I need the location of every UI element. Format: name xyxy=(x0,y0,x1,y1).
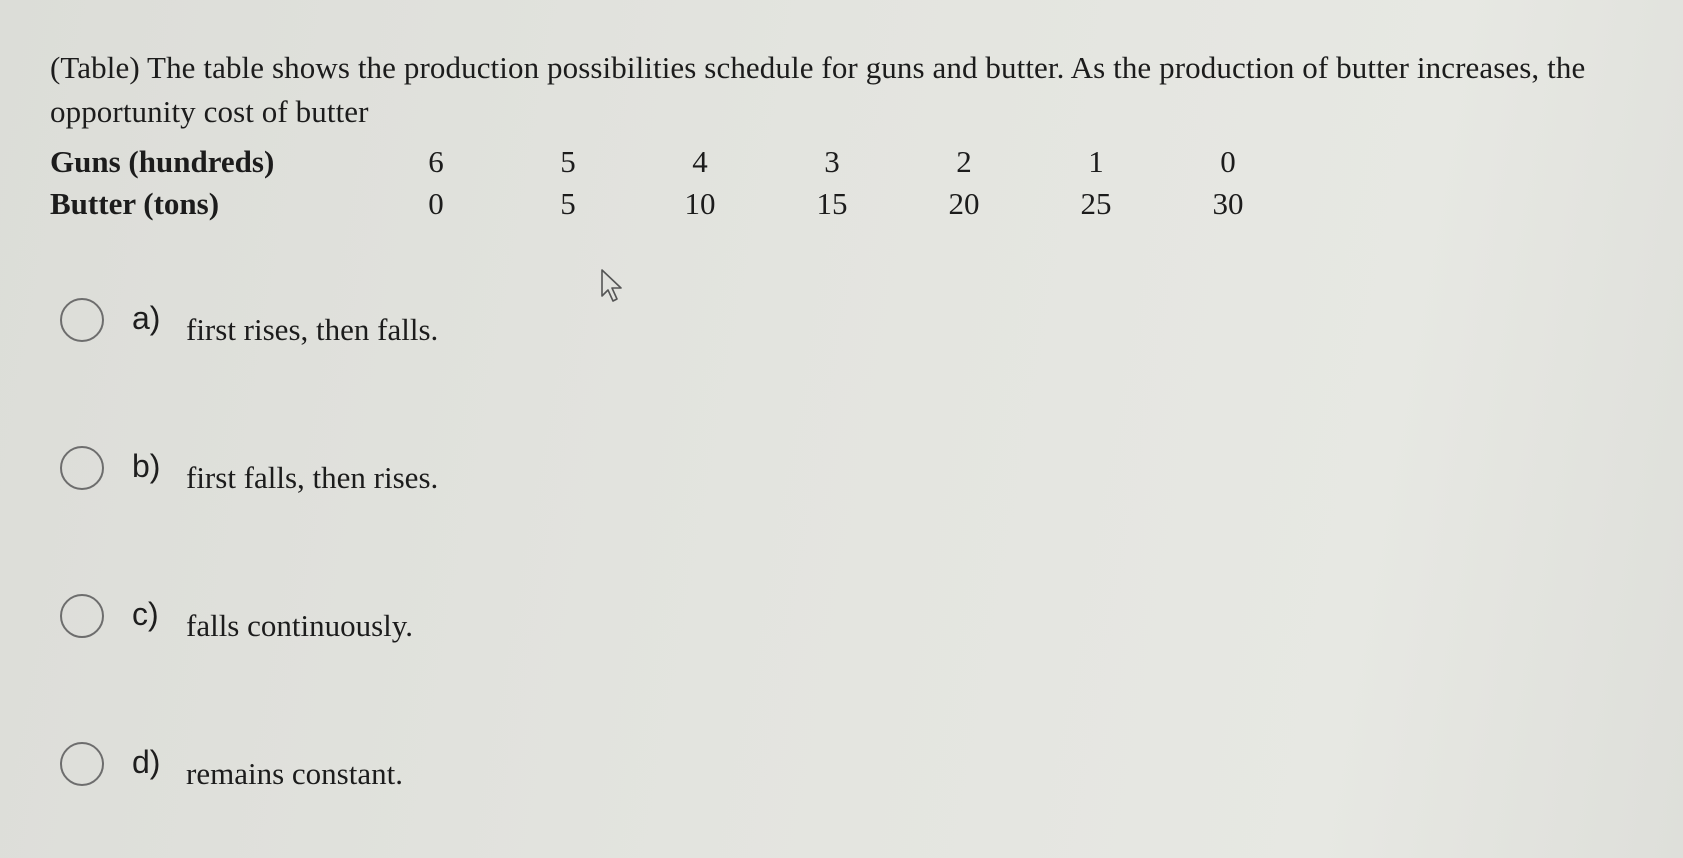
row-label-guns: Guns (hundreds) xyxy=(50,144,275,179)
radio-unselected-icon[interactable] xyxy=(60,446,104,490)
option-letter: c) xyxy=(132,596,159,632)
option-letter: d) xyxy=(132,744,161,780)
question-text: (Table) The table shows the production possibilities schedule for guns and butter. As the production of butter increases, the opportunity cost of butter xyxy=(50,50,1586,129)
option-b[interactable] xyxy=(60,446,660,506)
option-d[interactable] xyxy=(60,742,660,802)
radio-unselected-icon[interactable] xyxy=(60,298,104,342)
table-cell: 6 xyxy=(428,144,444,179)
production-possibilities-table xyxy=(50,141,1294,225)
radio-unselected-icon[interactable] xyxy=(60,742,104,786)
table-cell: 2 xyxy=(956,144,972,179)
table-cell: 0 xyxy=(428,186,444,221)
option-a[interactable] xyxy=(60,298,660,358)
table-row xyxy=(50,141,1294,183)
option-text[interactable]: remains constant. xyxy=(186,756,403,791)
table-cell: 4 xyxy=(692,144,708,179)
table-cell: 3 xyxy=(824,144,840,179)
option-text[interactable]: first falls, then rises. xyxy=(186,460,439,495)
table-cell: 5 xyxy=(560,186,576,221)
table-cell: 5 xyxy=(560,144,576,179)
row-label-butter: Butter (tons) xyxy=(50,186,220,221)
table-cell: 0 xyxy=(1220,144,1236,179)
option-letter: b) xyxy=(132,448,161,484)
option-text[interactable]: falls continuously. xyxy=(186,608,414,643)
option-text[interactable]: first rises, then falls. xyxy=(186,312,439,347)
table-cell: 10 xyxy=(684,186,716,221)
option-c[interactable] xyxy=(60,594,660,654)
option-letter: a) xyxy=(132,300,161,336)
table-cell: 1 xyxy=(1088,144,1104,179)
table-cell: 25 xyxy=(1080,186,1112,221)
radio-unselected-icon[interactable] xyxy=(60,594,104,638)
table-cell: 30 xyxy=(1212,186,1244,221)
table-cell: 15 xyxy=(816,186,848,221)
table-row xyxy=(50,183,1294,225)
table-cell: 20 xyxy=(948,186,980,221)
